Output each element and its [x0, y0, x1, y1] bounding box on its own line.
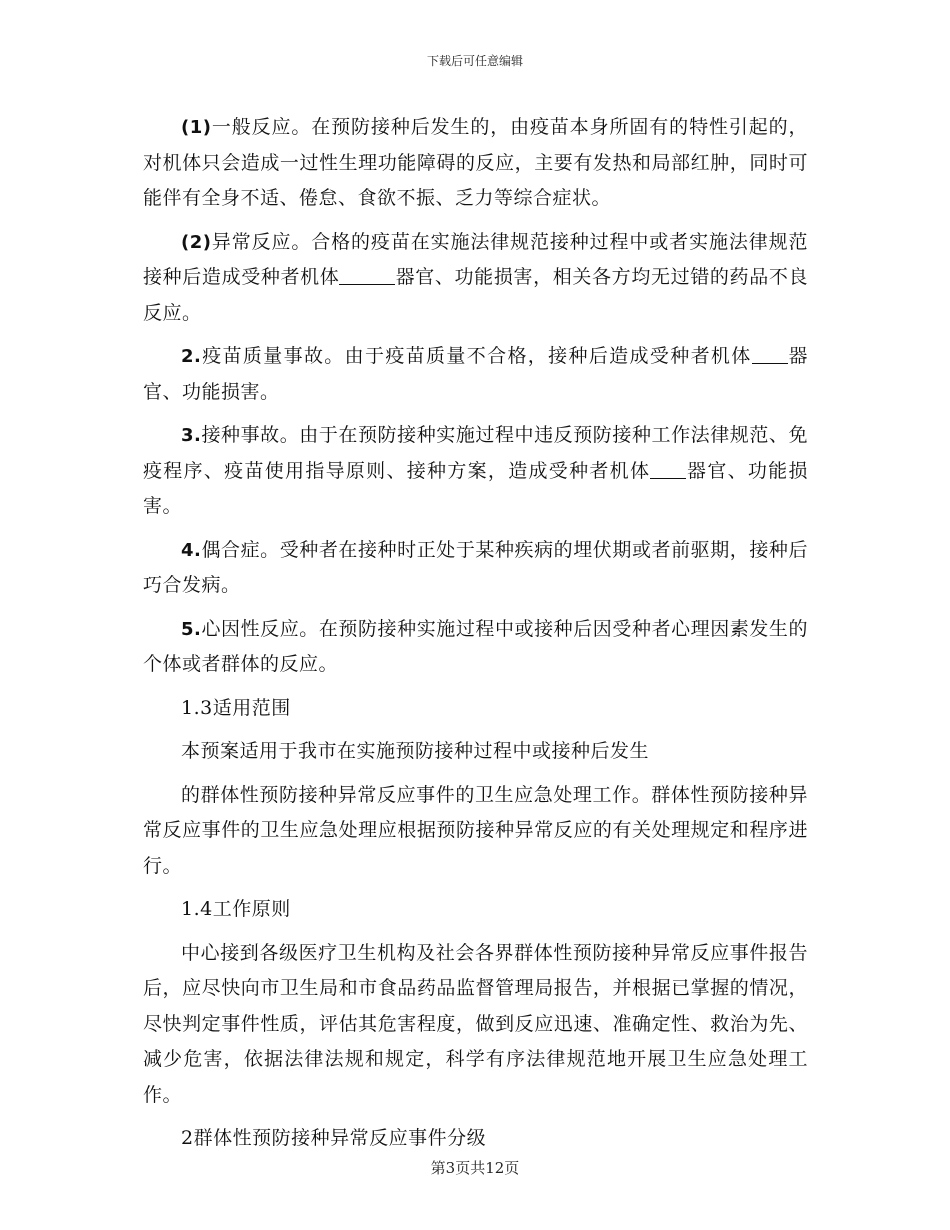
paragraph-text: 一般反应。在预防接种后发生的，由疫苗本身所固有的特性引起的，对机体只会造成一过性生理功能障碍的反应，主要有发热和局部红肿，同时可能伴有全身不适、倦怠、食欲不振、乏力等综合症状。: [143, 116, 808, 209]
item-number: 4.: [181, 539, 202, 561]
paragraph-text: 接种事故。由于在预防接种实施过程中违反预防接种工作法律规范、免疫程序、疫苗使用指导原则、接种方案，造成受种者机体: [143, 424, 808, 482]
section-heading-scope: 1.3适用范围: [181, 696, 291, 719]
item-number: 5.: [181, 618, 202, 640]
paragraph-scope-body: 的群体性预防接种异常反应事件的卫生应急处理工作。群体性预防接种异常反应事件的卫生应急处理应根据预防接种异常反应的有关处理规定和程序进行。: [143, 783, 808, 877]
section-heading-principles: 1.4工作原则: [181, 898, 291, 920]
paragraph-text: 偶合症。受种者在接种时正处于某种疾病的埋伏期或者前驱期，接种后巧合发病。: [143, 538, 808, 596]
fill-blank: [650, 459, 686, 479]
page-footer: 第3页共12页: [430, 1159, 520, 1177]
paragraph-text: 疫苗质量事故。由于疫苗质量不合格，接种后造成受种者机体: [201, 345, 752, 367]
paragraph-coincidental-disease: [143, 533, 808, 604]
paragraph-vaccine-quality-accident: [143, 339, 808, 410]
item-number: (1): [181, 117, 212, 138]
paragraph-text: 异常反应。合格的疫苗在实施法律规范接种过程中或者实施法律规范接种后造成受种者机体: [143, 230, 808, 288]
paragraph-text: 器官、功能损害。: [143, 459, 808, 517]
paragraph-principles-body: 中心接到各级医疗卫生机构及社会各界群体性预防接种异常反应事件报告后，应尽快向市卫生局和市食品药品监督管理局报告，并根据已掌握的情况，尽快判定事件性质，评估其危害程度，做到反应迅速、准确定性、救治为先、减少危害，依据法律法规和规定，科学有序法律规范地开展卫生应急处理工作。: [143, 941, 808, 1106]
item-number: (2): [181, 231, 212, 253]
paragraph-vaccination-accident: [143, 418, 808, 525]
paragraph-abnormal-reaction: [143, 225, 808, 332]
paragraph-scope-intro: 本预案适用于我市在实施预防接种过程中或接种后发生: [181, 740, 650, 762]
paragraph-text: 器官、功能损害，相关各方均无过错的药品不良反应。: [143, 266, 808, 324]
item-number: 2.: [181, 346, 202, 367]
item-number: 3.: [181, 425, 202, 446]
fill-blank: [752, 344, 788, 364]
fill-blank: [339, 265, 395, 285]
section-heading-grading: 2群体性预防接种异常反应事件分级: [181, 1127, 487, 1149]
page-header: 下载后可任意编辑: [426, 54, 523, 68]
paragraph-psychogenic-reaction: [143, 612, 808, 683]
paragraph-text: 心因性反应。在预防接种实施过程中或接种后因受种者心理因素发生的个体或者群体的反应。: [143, 617, 808, 675]
paragraph-general-reaction: [143, 110, 808, 217]
paragraph-text: 器官、功能损害。: [143, 345, 808, 403]
document-body: [143, 110, 808, 1165]
